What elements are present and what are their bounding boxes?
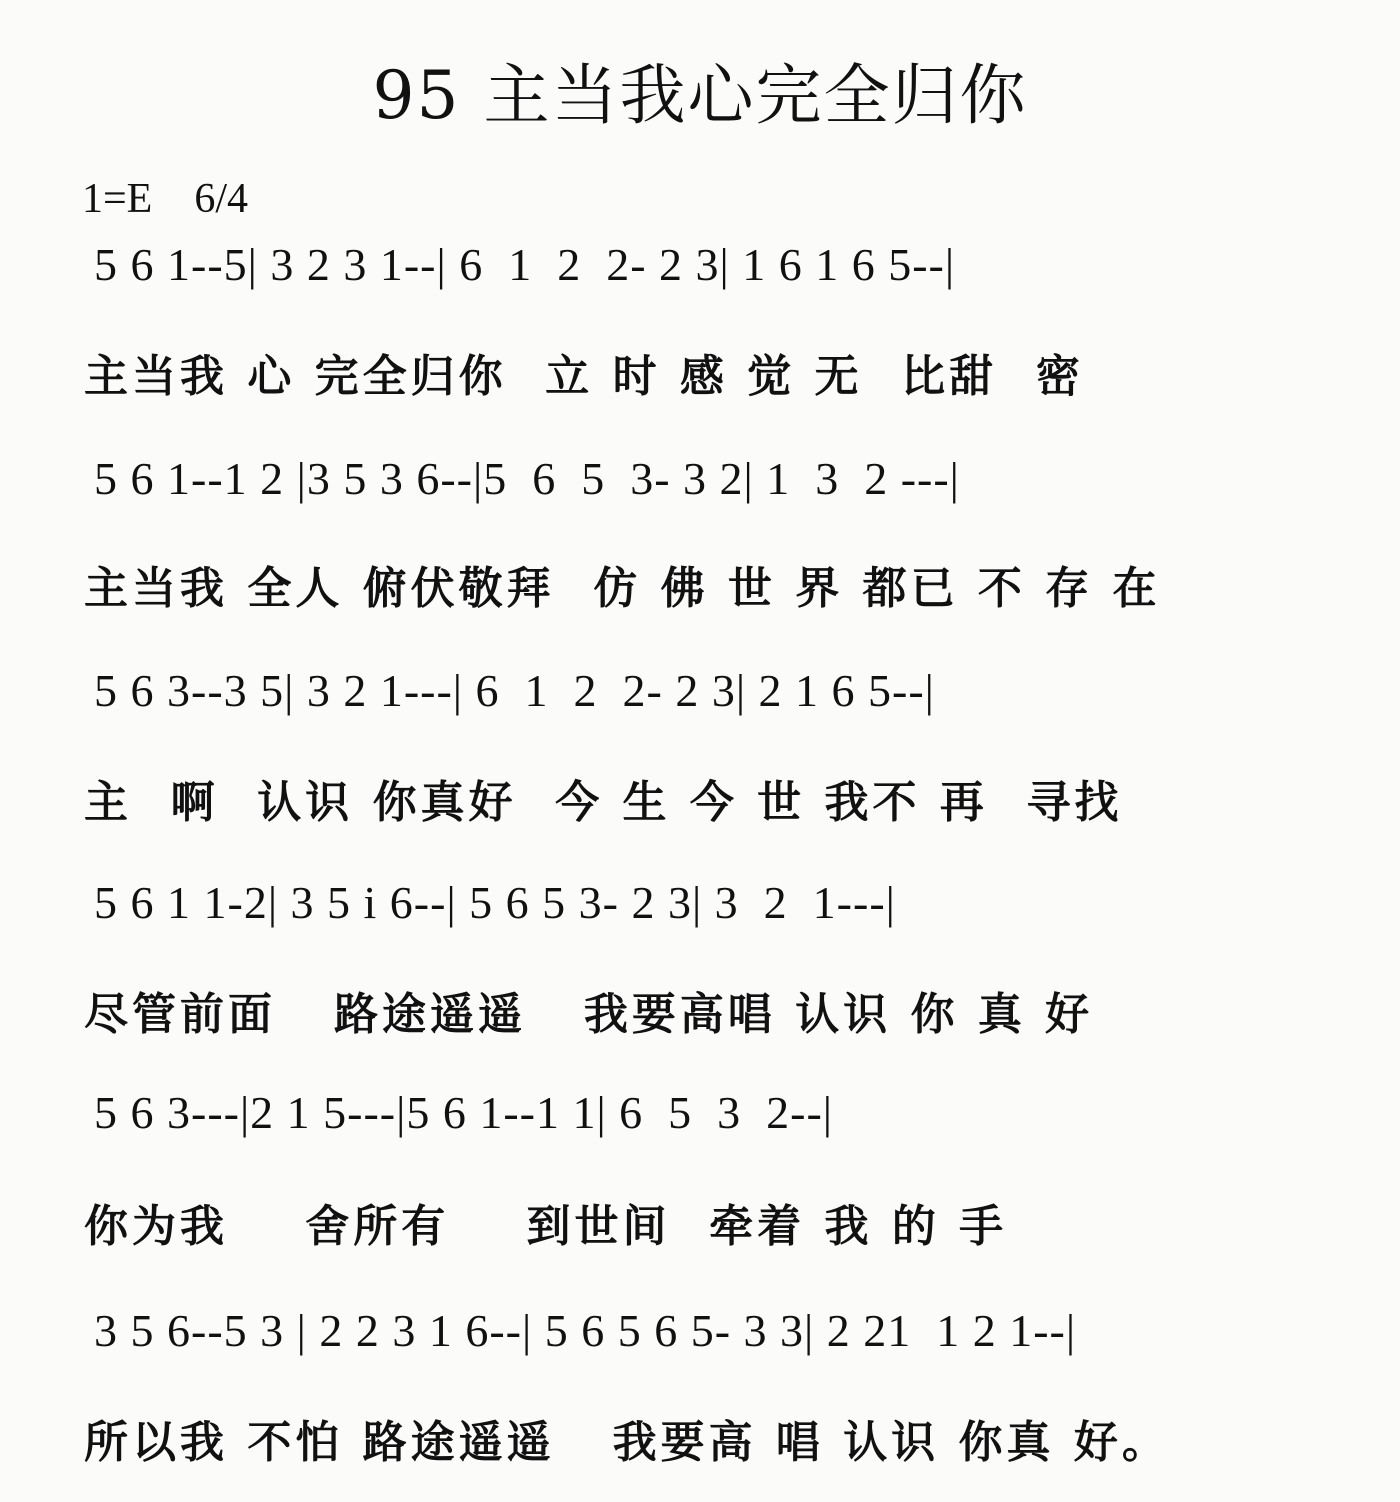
notation-line-1: 5 6 1--5| 3 2 3 1--| 6 1 2 2- 2 3| 1 6 1 6 5--|	[94, 239, 956, 290]
notation-line-3: 5 6 3--3 5| 3 2 1---| 6 1 2 2- 2 3| 2 1 6 5--|	[94, 665, 935, 716]
lyric-line-6: 所以我 不怕 路途遥遥 我要高 唱 认识 你真 好。	[84, 1417, 1170, 1468]
lyric-line-4: 尽管前面 路途遥遥 我要高唱 认识 你 真 好	[84, 989, 1094, 1040]
notation-line-4: 5 6 1 1-2| 3 5 i 6--| 5 6 5 3- 2 3| 3 2 1---|	[94, 877, 896, 928]
notation-line-6: 3 5 6--5 3 | 2 2 3 1 6--| 5 6 5 6 5- 3 3| 2 21 1 2 1--|	[94, 1305, 1077, 1356]
page-title: 95 主当我心完全归你	[372, 57, 1028, 134]
lyric-line-1: 主当我 心 完全归你 立 时 感 觉 无 比甜 密	[84, 351, 1084, 402]
lyric-line-3: 主 啊 认识 你真好 今 生 今 世 我不 再 寻找	[84, 777, 1123, 828]
lyric-line-5: 你为我 舍所有 到世间 牵着 我 的 手	[84, 1201, 1008, 1252]
notation-line-5: 5 6 3---|2 1 5---|5 6 1--1 1| 6 5 3 2--|	[94, 1087, 834, 1138]
notation-line-2: 5 6 1--1 2 |3 5 3 6--|5 6 5 3- 3 2| 1 3 2 ---|	[94, 453, 960, 504]
key-signature: 1=E 6/4	[82, 176, 249, 222]
lyric-line-2: 主当我 全人 俯伏敬拜 仿 佛 世 界 都已 不 存 在	[84, 563, 1161, 614]
